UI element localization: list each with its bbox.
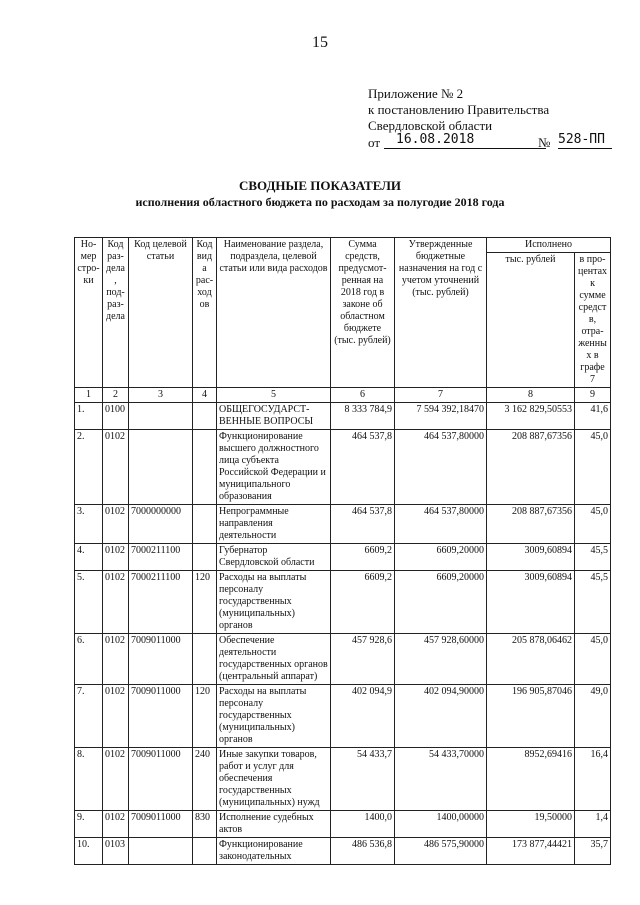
cell-percent: 45,0	[575, 430, 611, 505]
cell-row-number: 4.	[75, 544, 103, 571]
cell-approved: 1400,00000	[395, 811, 487, 838]
cell-approved: 464 537,80000	[395, 430, 487, 505]
cell-executed: 196 905,87046	[487, 685, 575, 748]
cell-approved: 486 575,90000	[395, 838, 487, 865]
cell-executed: 3 162 829,50553	[487, 403, 575, 430]
page-number: 15	[312, 34, 328, 51]
cell-percent: 45,0	[575, 505, 611, 544]
cell-planned: 486 536,8	[331, 838, 395, 865]
cell-planned: 464 537,8	[331, 505, 395, 544]
cell-section-code: 0102	[103, 571, 129, 634]
cell-expense-type: 830	[193, 811, 217, 838]
cell-executed: 208 887,67356	[487, 505, 575, 544]
cell-name: Расходы на выплаты персоналу государственных (муниципальных) органов	[217, 571, 331, 634]
cell-percent: 49,0	[575, 685, 611, 748]
column-index: 4	[193, 388, 217, 403]
header-expense-type: Код вида рас-ходов	[193, 238, 217, 388]
cell-planned: 8 333 784,9	[331, 403, 395, 430]
document-subtitle: исполнения областного бюджета по расходам за полугодие 2018 года	[135, 195, 505, 209]
cell-executed: 19,50000	[487, 811, 575, 838]
cell-percent: 35,7	[575, 838, 611, 865]
cell-expense-type	[193, 544, 217, 571]
table-header	[75, 238, 611, 403]
cell-section-code: 0100	[103, 403, 129, 430]
cell-section-code: 0102	[103, 544, 129, 571]
budget-table	[74, 237, 611, 865]
column-index: 5	[217, 388, 331, 403]
cell-name: Иные закупки товаров, работ и услуг для обеспечения государственных (муниципальных) нужд	[217, 748, 331, 811]
resolution-date: 16.08.2018	[384, 132, 546, 149]
cell-target-code: 7000211100	[129, 571, 193, 634]
cell-row-number: 1.	[75, 403, 103, 430]
cell-executed: 3009,60894	[487, 544, 575, 571]
appendix-resolution: к постановлению Правительства	[368, 102, 550, 117]
cell-target-code: 7000000000	[129, 505, 193, 544]
cell-approved: 402 094,90000	[395, 685, 487, 748]
cell-name: ОБЩЕГОСУДАРСТ-ВЕННЫЕ ВОПРОСЫ	[217, 403, 331, 430]
header-executed-sum: тыс. рублей	[487, 253, 575, 388]
resolution-number: 528-ПП	[558, 132, 612, 149]
resolution-signature-row	[368, 134, 618, 152]
cell-approved: 54 433,70000	[395, 748, 487, 811]
cell-target-code: 7000211100	[129, 544, 193, 571]
cell-target-code: 7009011000	[129, 634, 193, 685]
cell-percent: 16,4	[575, 748, 611, 811]
table-row	[75, 403, 611, 430]
header-section-code: Код раз-дела, под-раз-дела	[103, 238, 129, 388]
column-index-row	[75, 388, 611, 403]
cell-row-number: 5.	[75, 571, 103, 634]
cell-row-number: 2.	[75, 430, 103, 505]
header-approved: Утвержденные бюджетные назначения на год с учетом уточнений (тыс. рублей)	[395, 238, 487, 388]
column-index: 8	[487, 388, 575, 403]
column-index: 7	[395, 388, 487, 403]
cell-planned: 464 537,8	[331, 430, 395, 505]
table-row	[75, 685, 611, 748]
table-row	[75, 430, 611, 505]
appendix-title: Приложение № 2	[368, 86, 464, 101]
cell-planned: 457 928,6	[331, 634, 395, 685]
cell-percent: 45,5	[575, 571, 611, 634]
column-index: 3	[129, 388, 193, 403]
cell-row-number: 3.	[75, 505, 103, 544]
cell-section-code: 0103	[103, 838, 129, 865]
cell-section-code: 0102	[103, 634, 129, 685]
cell-target-code	[129, 838, 193, 865]
cell-target-code: 7009011000	[129, 811, 193, 838]
appendix-block	[368, 86, 618, 152]
column-index: 9	[575, 388, 611, 403]
cell-expense-type: 120	[193, 571, 217, 634]
table-row	[75, 634, 611, 685]
cell-planned: 1400,0	[331, 811, 395, 838]
column-index: 2	[103, 388, 129, 403]
cell-expense-type	[193, 403, 217, 430]
cell-name: Обеспечение деятельности государственных органов (центральный аппарат)	[217, 634, 331, 685]
cell-row-number: 8.	[75, 748, 103, 811]
cell-percent: 45,0	[575, 634, 611, 685]
cell-planned: 402 094,9	[331, 685, 395, 748]
cell-expense-type: 120	[193, 685, 217, 748]
table-row	[75, 505, 611, 544]
header-name: Наименование раздела, подраздела, целевой статьи или вида расходов	[217, 238, 331, 388]
cell-name: Непрограммные направления деятельности	[217, 505, 331, 544]
table-row	[75, 811, 611, 838]
cell-target-code: 7009011000	[129, 748, 193, 811]
column-index: 1	[75, 388, 103, 403]
cell-section-code: 0102	[103, 748, 129, 811]
cell-percent: 45,5	[575, 544, 611, 571]
cell-planned: 6609,2	[331, 571, 395, 634]
cell-section-code: 0102	[103, 811, 129, 838]
cell-approved: 464 537,80000	[395, 505, 487, 544]
cell-name: Губернатор Свердловской области	[217, 544, 331, 571]
cell-executed: 205 878,06462	[487, 634, 575, 685]
cell-row-number: 6.	[75, 634, 103, 685]
appendix-region: Свердловской области	[368, 118, 493, 133]
cell-approved: 6609,20000	[395, 544, 487, 571]
column-index: 6	[331, 388, 395, 403]
cell-section-code: 0102	[103, 505, 129, 544]
cell-approved: 7 594 392,18470	[395, 403, 487, 430]
header-executed-percent: в про-центах к сумме средств, отра-женных в графе 7	[575, 253, 611, 388]
cell-row-number: 10.	[75, 838, 103, 865]
header-target-code: Код целевой статьи	[129, 238, 193, 388]
cell-expense-type	[193, 838, 217, 865]
cell-approved: 6609,20000	[395, 571, 487, 634]
from-label: от	[368, 135, 381, 150]
cell-target-code: 7009011000	[129, 685, 193, 748]
table-row	[75, 544, 611, 571]
cell-expense-type	[193, 505, 217, 544]
cell-name: Функционирование законодательных	[217, 838, 331, 865]
document-title: СВОДНЫЕ ПОКАЗАТЕЛИ	[238, 178, 402, 193]
header-row-number: Но-мер стро-ки	[75, 238, 103, 388]
cell-percent: 41,6	[575, 403, 611, 430]
cell-section-code: 0102	[103, 685, 129, 748]
cell-planned: 54 433,7	[331, 748, 395, 811]
cell-row-number: 9.	[75, 811, 103, 838]
cell-expense-type	[193, 430, 217, 505]
cell-target-code	[129, 430, 193, 505]
table-row	[75, 838, 611, 865]
cell-target-code	[129, 403, 193, 430]
cell-name: Исполнение судебных актов	[217, 811, 331, 838]
cell-percent: 1,4	[575, 811, 611, 838]
cell-row-number: 7.	[75, 685, 103, 748]
header-executed: Исполнено	[487, 238, 611, 253]
cell-executed: 8952,69416	[487, 748, 575, 811]
table-row	[75, 748, 611, 811]
cell-planned: 6609,2	[331, 544, 395, 571]
number-label: №	[538, 135, 551, 150]
header-planned: Сумма средств, предусмот-ренная на 2018 год в законе об областном бюджете (тыс. рублей)	[331, 238, 395, 388]
cell-expense-type: 240	[193, 748, 217, 811]
cell-executed: 208 887,67356	[487, 430, 575, 505]
cell-section-code: 0102	[103, 430, 129, 505]
table-body	[75, 403, 611, 865]
cell-executed: 3009,60894	[487, 571, 575, 634]
cell-approved: 457 928,60000	[395, 634, 487, 685]
cell-name: Расходы на выплаты персоналу государственных (муниципальных) органов	[217, 685, 331, 748]
cell-name: Функционирование высшего должностного лица субъекта Российской Федерации и муниципального образования	[217, 430, 331, 505]
cell-expense-type	[193, 634, 217, 685]
cell-executed: 173 877,44421	[487, 838, 575, 865]
table-row	[75, 571, 611, 634]
